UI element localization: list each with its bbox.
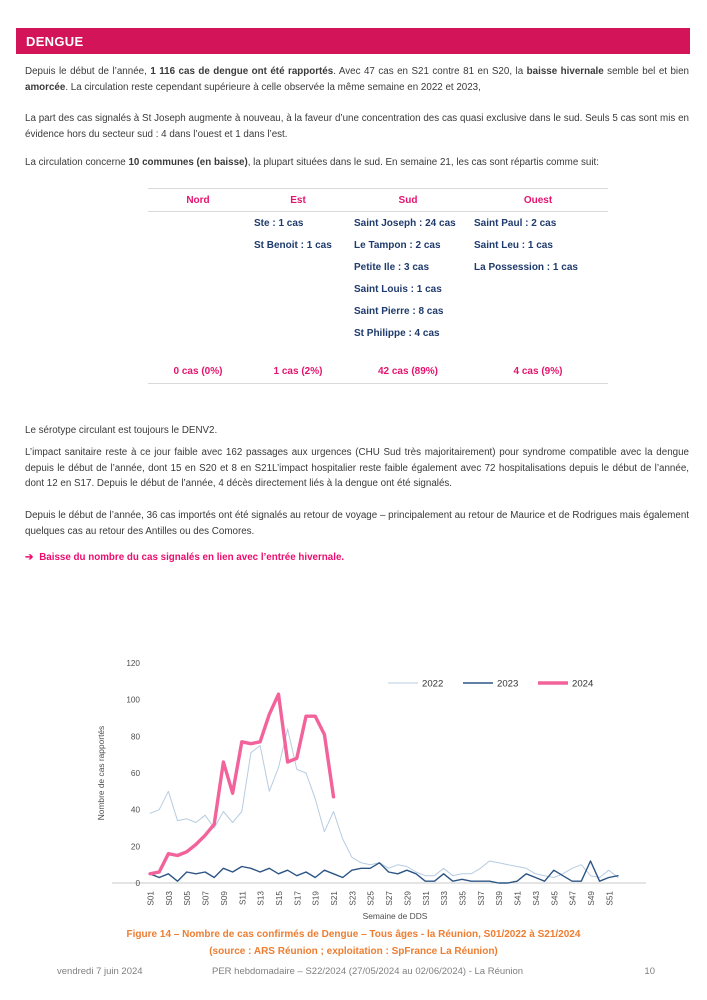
table-cell (468, 300, 608, 322)
table-row (148, 278, 608, 300)
total-est: 1 cas (2%) (248, 344, 348, 384)
x-tick-label: S17 (293, 891, 303, 906)
arrow-icon: ➔ (25, 552, 34, 563)
dengue-chart (90, 653, 690, 927)
table-cell: Petite Ile : 3 cas (354, 262, 430, 273)
page-footer (0, 966, 707, 982)
paragraph-serotype: Le sérotype circulant est toujours le DENV2. (25, 425, 218, 436)
x-tick-label: S47 (568, 891, 578, 906)
y-tick-label: 60 (130, 769, 140, 778)
table-cell (248, 322, 348, 344)
series-line-2024 (150, 694, 334, 874)
table-cell: Saint Louis : 1 cas (354, 284, 442, 295)
x-tick-label: S11 (238, 891, 248, 905)
chart-block (90, 653, 690, 927)
text-run-bold: amorcée (25, 81, 66, 93)
cases-table-body (148, 212, 608, 345)
x-tick-label: S51 (605, 891, 615, 906)
x-tick-label: S05 (183, 891, 193, 906)
legend-label-2024: 2024 (572, 678, 594, 690)
text-run: La circulation concerne (25, 157, 129, 168)
y-tick-label: 40 (130, 805, 140, 815)
legend-label-2023: 2023 (497, 678, 519, 690)
column-header-ouest: Ouest (468, 189, 608, 212)
y-axis-title: Nombre de cas rapportés (96, 725, 106, 821)
table-cell (148, 256, 248, 278)
x-tick-label: S21 (330, 891, 340, 906)
table-cell: La Possession : 1 cas (474, 262, 578, 273)
figure-caption-source: (source : ARS Réunion ; exploitation : SpFrance La Réunion) (209, 946, 498, 957)
table-cell: Saint Pierre : 8 cas (354, 306, 444, 317)
text-run: semble bel et bien (603, 66, 689, 77)
table-cell (248, 256, 348, 278)
table-header-row (148, 189, 608, 212)
x-tick-label: S45 (550, 891, 560, 906)
table-cell: Ste : 1 cas (254, 218, 304, 229)
table-cell: St Benoit : 1 cas (254, 240, 332, 251)
y-tick-label: 100 (126, 695, 140, 705)
x-tick-label: S43 (531, 891, 541, 906)
table-row (148, 322, 608, 344)
footer-page-number: 10 (644, 966, 655, 977)
x-tick-label: S13 (256, 891, 266, 906)
series-line-2022 (150, 729, 618, 878)
text-run: , la plupart situées dans le sud. En semaine 21, les cas sont répartis comme suit: (247, 157, 599, 168)
table-cell: Saint Paul : 2 cas (474, 218, 557, 229)
x-tick-label: S39 (495, 891, 505, 906)
x-tick-label: S23 (348, 891, 358, 906)
paragraph-imported-cases: Depuis le début de l’année, 36 cas importés ont été signalés au retour de voyage – principalement au retour de Maurice et de Rodrigues mais également quelques cas au retour des Antilles ou des Comores. (25, 510, 689, 537)
table-row (148, 300, 608, 322)
table-cell (248, 300, 348, 322)
key-message-text: Baisse du nombre du cas signalés en lien avec l’entrée hivernale. (39, 552, 345, 563)
footer-date: vendredi 7 juin 2024 (57, 966, 143, 977)
footer-report-title: PER hebdomadaire – S22/2024 (27/05/2024 au 02/06/2024) - La Réunion (212, 966, 524, 977)
table-cell (148, 322, 248, 344)
y-tick-label: 0 (135, 879, 140, 888)
text-run-bold: 1 116 cas de dengue ont été rapportés (150, 66, 334, 77)
total-sud: 42 cas (89%) (348, 344, 468, 384)
cases-table-wrap (148, 188, 608, 384)
table-cell (248, 278, 348, 300)
text-run-bold: 10 communes (en baisse) (128, 157, 248, 168)
column-header-nord: Nord (148, 189, 248, 212)
x-tick-label: S25 (366, 891, 376, 906)
text-run: . La circulation reste cependant supérieure à celle observée la même semaine en 2022 et 2023, (65, 81, 481, 93)
table-totals-row (148, 344, 608, 384)
y-tick-label: 80 (130, 732, 140, 742)
table-cell: Saint Leu : 1 cas (474, 240, 553, 251)
legend-label-2022: 2022 (422, 678, 444, 690)
table-row (148, 212, 608, 235)
x-tick-label: S15 (274, 891, 284, 906)
x-tick-label: S29 (403, 891, 413, 906)
section-title: DENGUE (26, 33, 84, 49)
table-cell (148, 278, 248, 300)
y-tick-label: 20 (130, 842, 140, 852)
table-cell (148, 212, 248, 235)
series-line-2023 (150, 861, 618, 883)
x-tick-label: S09 (219, 891, 229, 906)
paragraph-communes (25, 155, 689, 171)
x-tick-label: S37 (476, 891, 486, 906)
x-axis-title: Semaine de DDS (362, 911, 428, 921)
x-tick-label: S07 (201, 891, 211, 906)
x-tick-label: S03 (164, 891, 174, 906)
cases-table (148, 188, 608, 384)
x-tick-label: S01 (146, 891, 156, 906)
total-ouest: 4 cas (9%) (468, 344, 608, 384)
y-tick-label: 120 (126, 659, 140, 668)
table-row (148, 234, 608, 256)
text-run: . Avec 47 cas en S21 contre 81 en S20, la (333, 66, 527, 77)
figure-caption-title: Figure 14 – Nombre de cas confirmés de Dengue – Tous âges - la Réunion, S01/2022 à S21/2024 (126, 929, 581, 940)
key-message (25, 552, 689, 563)
table-row (148, 256, 608, 278)
table-cell: Le Tampon : 2 cas (354, 240, 441, 251)
figure-caption (0, 926, 707, 960)
paragraph-st-joseph: La part des cas signalés à St Joseph augmente à nouveau, à la faveur d’une concentration des cas quasi exclusive dans le sud. Seuls 5 cas sont mis en évidence hors du secteur sud : 4 dans l’ouest et 1 dans l’est. (25, 113, 689, 140)
x-tick-label: S31 (421, 891, 431, 906)
paragraph-intro (25, 64, 689, 95)
paragraph-impact: L’impact sanitaire reste à ce jour faible avec 162 passages aux urgences (CHU Sud très majoritairement) pour syndrome compatible avec la dengue depuis le début de l’année, dont 15 en S20 et 8 en S21L’impact hospitalier reste faible également avec 72 hospitalisations depuis le début de l’année, dont 12 en S17. Depuis le début de l’année, 4 décès directement liés à la dengue ont été signalés. (25, 447, 689, 489)
table-cell: Saint Joseph : 24 cas (354, 218, 456, 229)
x-tick-label: S49 (586, 891, 596, 906)
total-nord: 0 cas (0%) (148, 344, 248, 384)
table-cell (148, 234, 248, 256)
section-header-bar (16, 28, 690, 54)
column-header-est: Est (248, 189, 348, 212)
text-run: Depuis le début de l’année, (25, 66, 151, 77)
table-cell (468, 322, 608, 344)
text-run-bold: baisse hivernale (526, 66, 604, 77)
x-tick-label: S41 (513, 891, 523, 906)
table-cell (148, 300, 248, 322)
x-tick-label: S35 (458, 891, 468, 906)
x-tick-label: S27 (385, 891, 395, 906)
x-tick-label: S33 (440, 891, 450, 906)
table-cell (468, 278, 608, 300)
table-cell: St Philippe : 4 cas (354, 328, 440, 339)
x-tick-label: S19 (311, 891, 321, 906)
column-header-sud: Sud (348, 189, 468, 212)
